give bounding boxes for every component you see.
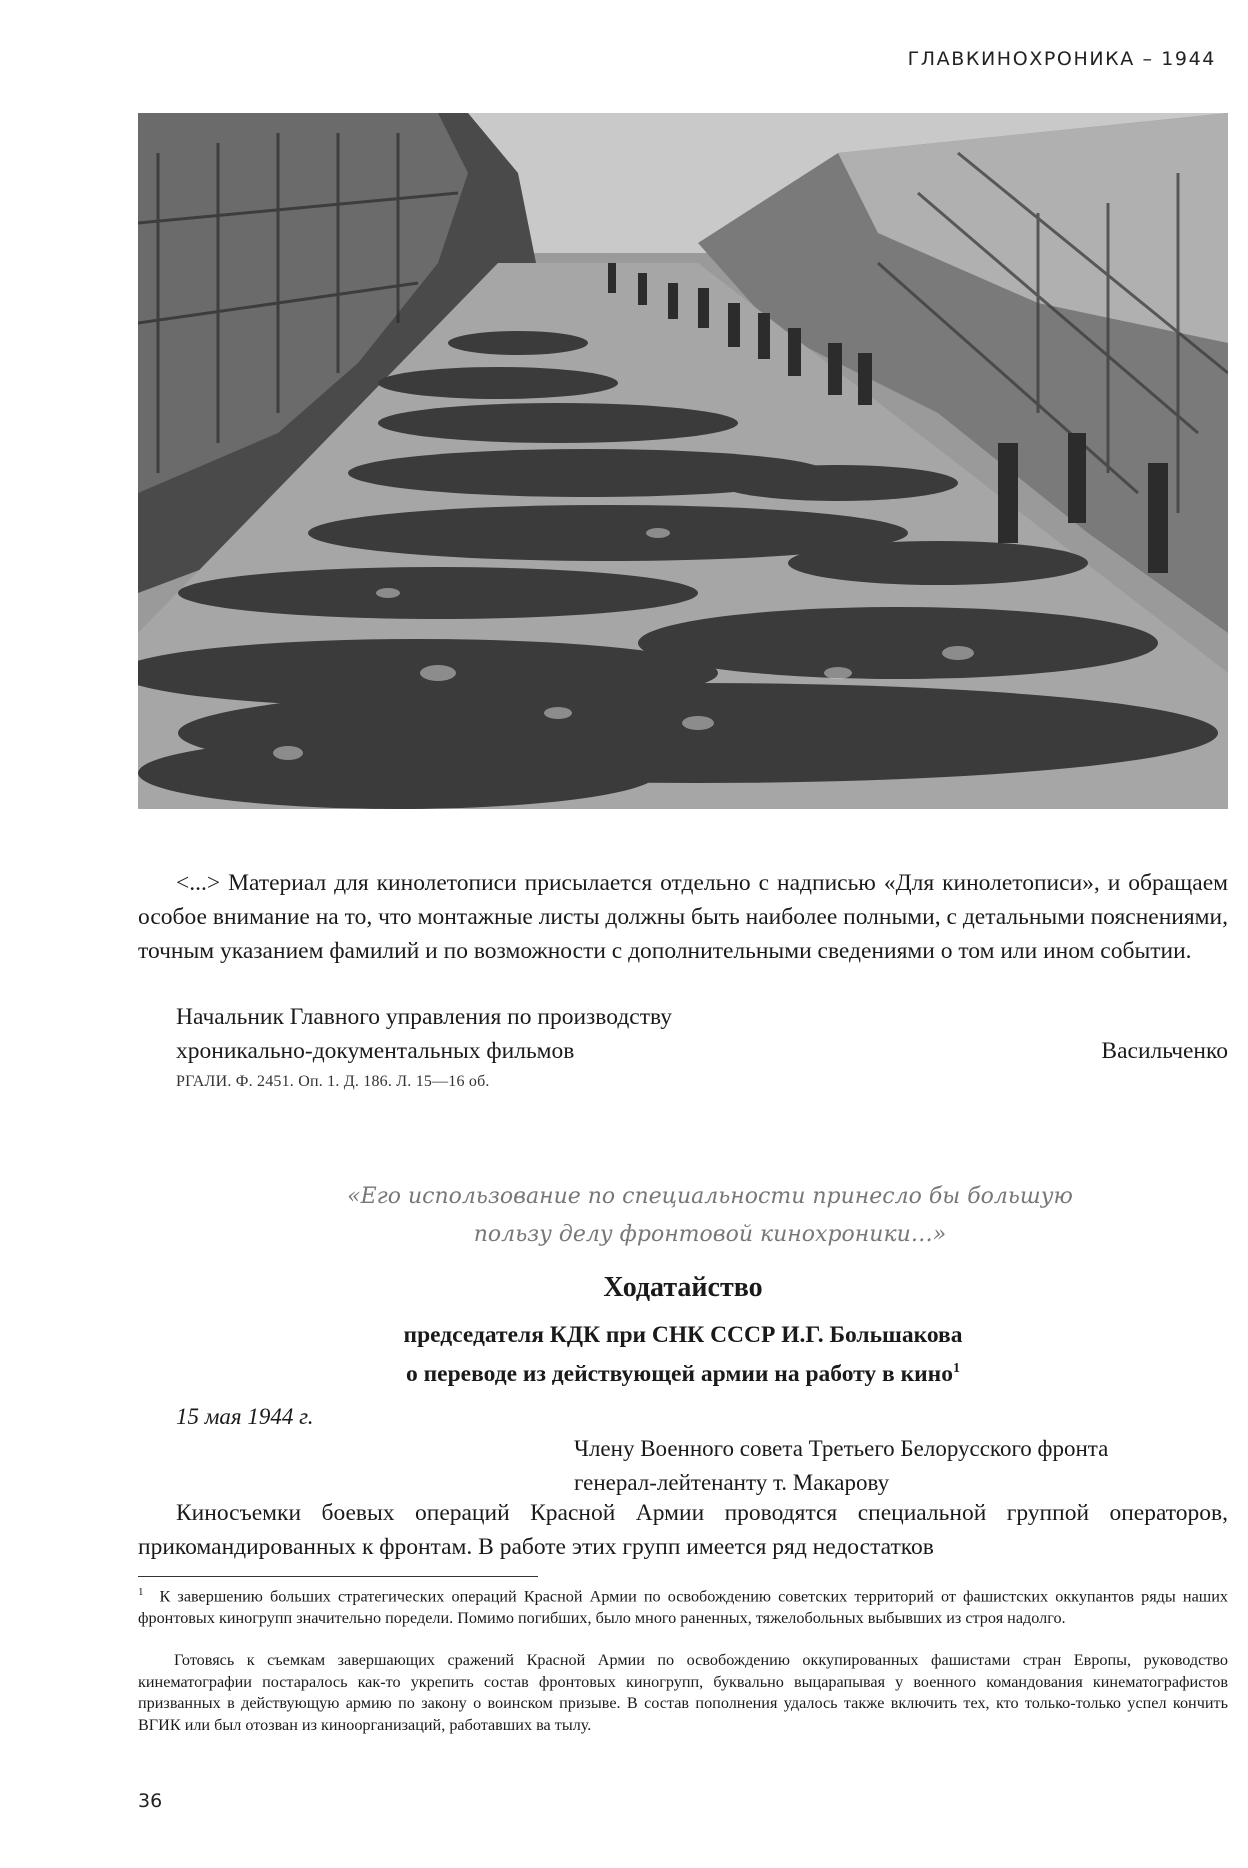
war-photo <box>138 113 1228 809</box>
letter-paragraph: <...> Материал для кинолетописи присылается отдельно с надписью «Для кинолетописи», и обращаем особое внимание на то, что монтажные листы должны быть наиболее полными, с детальными пояснениями, точным указанием фамилий и по возможности с дополнительными сведениями о том или ином событии. <box>138 870 1228 964</box>
epigraph-line2: пользу делу фронтовой кинохроники…» <box>473 1222 947 1247</box>
war-photo-icon <box>138 113 1228 809</box>
document-subtitle-line2-text: о переводе из действующей армии на работу в кино <box>406 1360 953 1387</box>
footnote-1-text: К завершению больших стратегических операций Красной Армии по освобождению советских территорий от фашистских оккупантов ряды наших фронтовых киногрупп значительно поредели. Помимо погибших, было много раненных, тяжелобольных выбывших из строя надолго. <box>138 1587 1228 1627</box>
document-body: Киносъемки боевых операций Красной Армии проводятся специальной группой операторов, прикомандированных к фронтам. В работе этих групп имеется ряд недостатков <box>138 1500 1228 1560</box>
footnote-reference: 1 <box>952 1361 960 1376</box>
epigraph-line1: «Его использование по специальности принесло бы большую <box>347 1184 1073 1209</box>
footnote-divider <box>138 1576 538 1577</box>
document-subtitle-line2 <box>138 1352 1228 1391</box>
addressee-line2: генерал-лейтенанту т. Макарову <box>574 1470 890 1495</box>
document-date: 15 мая 1944 г. <box>176 1404 314 1429</box>
running-header: ГЛАВКИНОХРОНИКА – 1944 <box>907 48 1216 70</box>
addressee-line1: Члену Военного совета Третьего Белорусского фронта <box>574 1436 1109 1461</box>
footnote-1-mark: 1 <box>138 1586 144 1598</box>
signature-name: Васильченко <box>1101 1038 1228 1064</box>
footnote-1-continuation: Готовясь к съемкам завершающих сражений Красной Армии по освобождению оккупированных фашистами стран Европы, руководство кинематографии постаралось как-то укрепить состав фронтовых киногрупп, буквально выцарапывая у военного командования кинематографистов призванных в действующую армию по закону о воинском призыве. В состав пополнения удалось также включить тех, кто только-только успел кончить ВГИК или был отозван из киноорганизаций, работавших ва тылу. <box>138 1651 1228 1734</box>
signature-title-line2 <box>176 1034 1228 1068</box>
page-number: 36 <box>138 1790 163 1812</box>
epigraph <box>300 1178 1120 1254</box>
signature-title-line1: Начальник Главного управления по производству <box>176 1004 673 1030</box>
archive-reference: РГАЛИ. Ф. 2451. Оп. 1. Д. 186. Л. 15—16 об. <box>176 1073 490 1090</box>
document-subtitle-line1: председателя КДК при СНК СССР И.Г. Большакова <box>403 1322 963 1348</box>
document-title: Ходатайство <box>603 1272 763 1303</box>
signature-title-line2-text: хроникально-документальных фильмов <box>176 1038 575 1064</box>
footnote-1 <box>138 1582 1228 1629</box>
